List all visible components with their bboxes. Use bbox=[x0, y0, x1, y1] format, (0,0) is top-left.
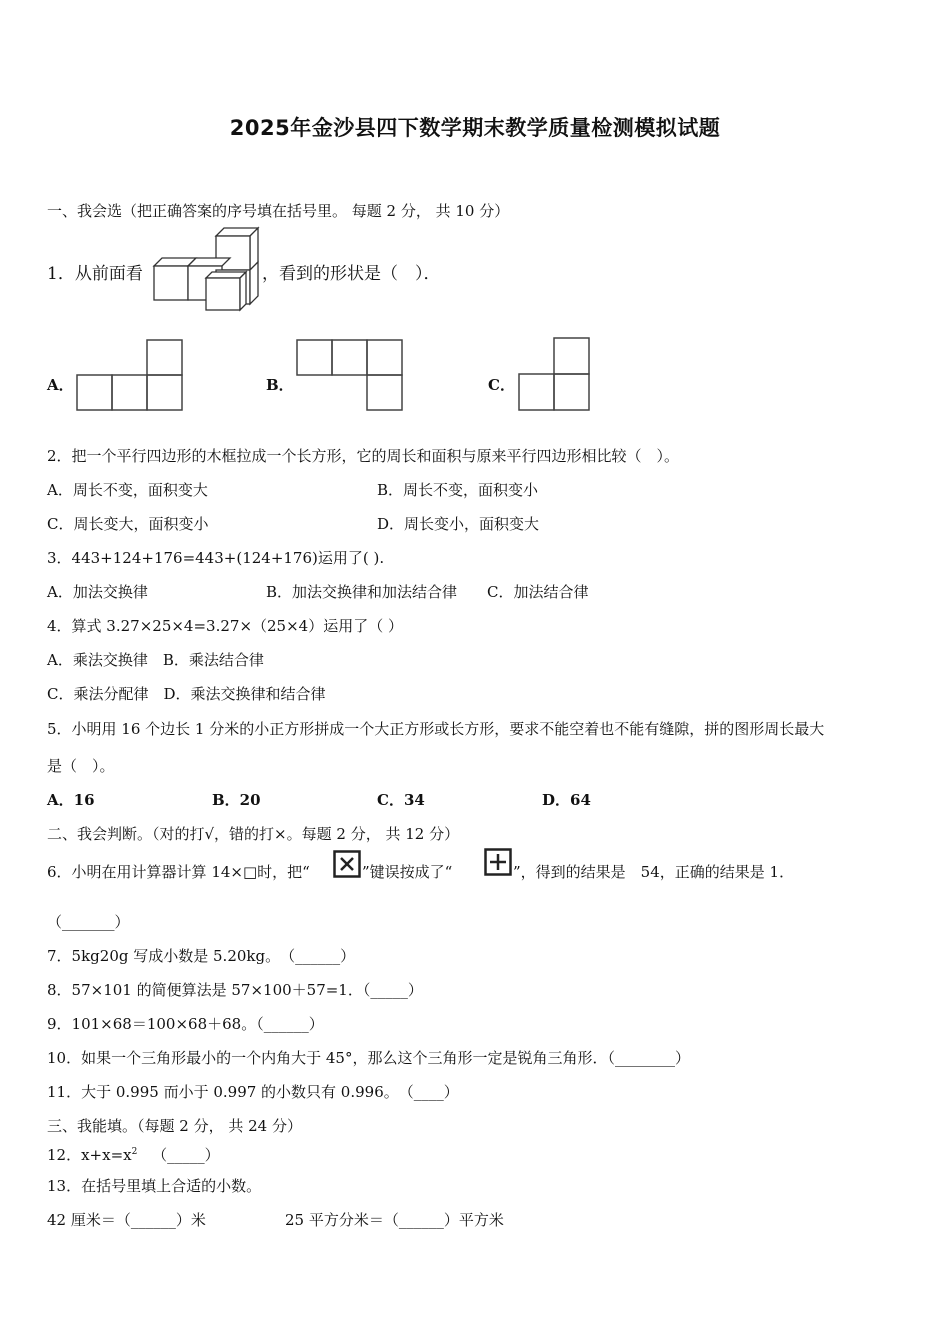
q5-stem-line1: 5．小明用 16 个边长 1 分米的小正方形拼成一个大正方形或长方形，要求不能空着也不能有缝隙，拼的图形周长最大 bbox=[47, 720, 825, 738]
q1-stem-after: ，看到的形状是（ ）． bbox=[262, 264, 441, 284]
q6-stem-part3: ”，得到的结果是 54，正确的结果是 1． bbox=[513, 863, 795, 881]
q2-option-c: C．周长变大，面积变小 bbox=[47, 515, 209, 533]
q7-statement: 7．5kg20g 写成小数是 5.20kg。 （______） bbox=[47, 947, 356, 965]
q1-option-a-label: A． bbox=[47, 376, 74, 394]
multiply-key-icon bbox=[333, 850, 361, 878]
section-2-heading: 二、我会判断。（对的打√，错的打×。每题 2 分， 共 12 分） bbox=[47, 825, 460, 843]
q12-expression: 12．x+x=x bbox=[47, 1146, 132, 1164]
q2-option-b: B．周长不变，面积变小 bbox=[377, 481, 539, 499]
q5-stem-line2: 是（ ）。 bbox=[47, 757, 115, 775]
q4-options-ab: A．乘法交换律 B．乘法结合律 bbox=[47, 651, 264, 669]
q4-stem: 4．算式 3.27×25×4=3.27×（25×4）运用了（ ） bbox=[47, 617, 403, 635]
plus-key-icon bbox=[484, 848, 512, 876]
q8-statement: 8．57×101 的简便算法是 57×100＋57=1．（_____） bbox=[47, 981, 423, 999]
q12-answer-blank[interactable]: （_____） bbox=[152, 1146, 220, 1164]
q1-option-b-figure bbox=[296, 339, 404, 413]
q1-option-c-label: C． bbox=[488, 376, 515, 394]
q1-stem-before: 1．从前面看 bbox=[47, 264, 143, 284]
q6-answer-blank[interactable]: （_______） bbox=[47, 913, 130, 931]
q13-item-left: 42 厘米＝（______）米 bbox=[47, 1211, 206, 1229]
q1-option-c-figure bbox=[518, 337, 592, 413]
q3-stem: 3．443+124+176=443+(124+176)运用了( ). bbox=[47, 549, 385, 567]
q10-statement: 10．如果一个三角形最小的一个内角大于 45°，那么这个三角形一定是锐角三角形．（________） bbox=[47, 1049, 690, 1067]
q6-stem-part1: 6．小明在用计算器计算 14×□时，把“ bbox=[47, 863, 310, 881]
q3-option-b: B．加法交换律和加法结合律 bbox=[266, 583, 458, 601]
q6-stem-part2: ”键误按成了“ bbox=[362, 863, 453, 881]
section-3-heading: 三、我能填。（每题 2 分， 共 24 分） bbox=[47, 1117, 302, 1135]
q1-option-b-label: B． bbox=[266, 376, 294, 394]
q5-option-b: B．20 bbox=[212, 791, 261, 809]
section-1-heading: 一、我会选（把正确答案的序号填在括号里。 每题 2 分， 共 10 分） bbox=[47, 202, 510, 220]
q1-option-a-figure bbox=[76, 339, 184, 413]
page-title: 2025年金沙县四下数学期末教学质量检测模拟试题 bbox=[229, 116, 721, 140]
q5-option-d: D．64 bbox=[542, 791, 591, 809]
q9-statement: 9．101×68＝100×68＋68。（______） bbox=[47, 1015, 324, 1033]
q3-option-a: A．加法交换律 bbox=[47, 583, 148, 601]
q2-option-a: A．周长不变，面积变大 bbox=[47, 481, 208, 499]
q5-option-c: C．34 bbox=[377, 791, 425, 809]
q4-options-cd: C．乘法分配律 D．乘法交换律和结合律 bbox=[47, 685, 326, 703]
q1-cube-figure bbox=[150, 226, 262, 312]
q2-option-d: D．周长变小，面积变大 bbox=[377, 515, 540, 533]
q5-option-a: A．16 bbox=[47, 791, 95, 809]
q13-stem: 13．在括号里填上合适的小数。 bbox=[47, 1177, 262, 1195]
q13-item-right: 25 平方分米＝（______）平方米 bbox=[285, 1211, 504, 1229]
q2-stem: 2．把一个平行四边形的木框拉成一个长方形，它的周长和面积与原来平行四边形相比较（ ）。 bbox=[47, 447, 680, 465]
q12-exponent: 2 bbox=[131, 1147, 138, 1157]
q11-statement: 11．大于 0.995 而小于 0.997 的小数只有 0.996。 （____） bbox=[47, 1083, 459, 1101]
q3-option-c: C．加法结合律 bbox=[487, 583, 589, 601]
q12-statement bbox=[47, 1142, 220, 1165]
